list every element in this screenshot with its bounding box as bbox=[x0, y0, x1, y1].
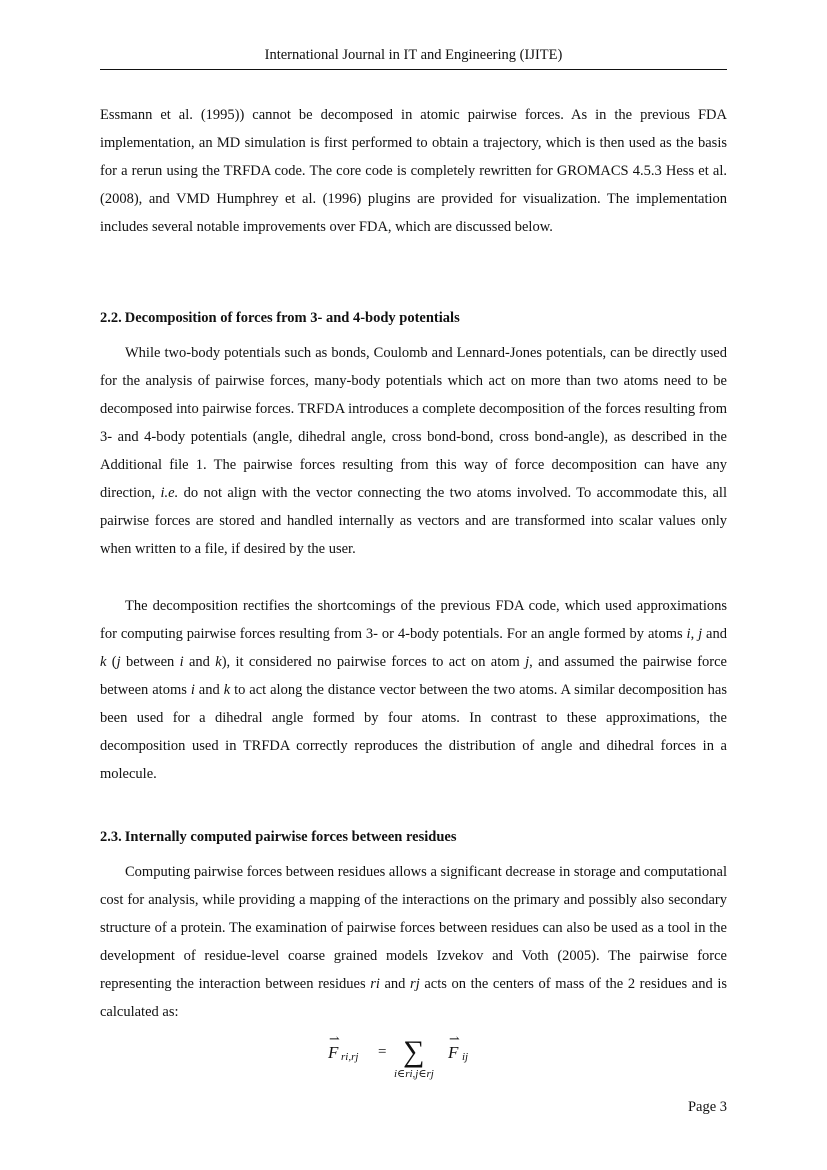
rhs-subscript: ij bbox=[462, 1051, 469, 1063]
italic-var: k bbox=[223, 682, 231, 698]
text-run: ( bbox=[106, 654, 117, 670]
text-run: and bbox=[702, 626, 727, 642]
italic-var: i bbox=[686, 626, 691, 642]
header-rule bbox=[100, 69, 727, 70]
italic-var: j bbox=[116, 654, 121, 670]
italic-var: i bbox=[179, 654, 184, 670]
text-run: and bbox=[183, 654, 216, 670]
section-title: Decomposition of forces from 3- and 4-body potentials bbox=[124, 310, 460, 326]
lhs-subscript: ri,rj bbox=[341, 1051, 359, 1063]
section-heading-2-3 bbox=[100, 829, 456, 846]
journal-header: International Journal in IT and Engineering (IJITE) bbox=[264, 47, 563, 63]
text-run: and bbox=[194, 682, 224, 698]
text-run: to act along the distance vector between the two atoms. A similar decomposition has been used for a dihedral angle formed by four atoms. In contrast to these approximations, the decomposition used in TRFDA correctly reproduces the distribution of angle and dihedral forces in a molecule. bbox=[100, 682, 728, 782]
vector-arrow-lhs: ⇀ bbox=[329, 1031, 340, 1046]
section-number: 2.3. bbox=[100, 829, 122, 845]
summation-range: i∈ri,j∈rj bbox=[394, 1068, 434, 1080]
italic-var: i bbox=[190, 682, 195, 698]
italic-var: ri bbox=[370, 976, 380, 992]
italic-ie: i.e. bbox=[160, 485, 179, 501]
section-2-2-paragraph-2 bbox=[100, 592, 727, 788]
italic-var: rj bbox=[410, 976, 420, 992]
italic-var: k bbox=[215, 654, 222, 670]
text-run: between bbox=[120, 654, 180, 670]
section-number: 2.2. bbox=[100, 310, 122, 326]
text-run: do not align with the vector connecting the two atoms involved. To accommodate this, all pairwise forces are stored and handled internally as vectors and are transformed into scalar values only when written to a file, if desired by the user. bbox=[100, 485, 727, 557]
page-number: Page 3 bbox=[687, 1099, 727, 1115]
italic-var: j bbox=[525, 654, 530, 670]
italic-var: k bbox=[100, 654, 107, 670]
section-2-3-paragraph-1 bbox=[100, 858, 727, 1026]
vector-arrow-rhs: ⇀ bbox=[449, 1031, 460, 1046]
rhs-symbol: F bbox=[448, 1043, 459, 1062]
section-heading-2-2 bbox=[100, 310, 460, 327]
text-run: While two-body potentials such as bonds, Coulomb and Lennard-Jones potentials, can be directly used for the analysis of pairwise forces, many-body potentials which act on more than two atoms need to be decomposed into pairwise forces. TRFDA introduces a complete decomposition of the forces resulting from 3- and 4-body potentials (angle, dihedral angle, cross bond-bond, cross bond-angle), as described in the Additional file 1. The pairwise forces resulting from this way of force decomposition can have any direction, bbox=[100, 345, 727, 501]
text-run: , bbox=[690, 626, 699, 642]
equals-sign: = bbox=[378, 1044, 387, 1060]
intro-paragraph: Essmann et al. (1995)) cannot be decomposed in atomic pairwise forces. As in the previous FDA implementation, an MD simulation is first performed to obtain a trajectory, which is then used as the basis for a rerun using the TRFDA code. The core code is completely rewritten for GROMACS 4.5.3 Hess et al. (2008), and VMD Humphrey et al. (1996) plugins are provided for visualization. The implementation includes several notable improvements over FDA, which are discussed below. bbox=[100, 107, 727, 235]
equation-residue-force bbox=[300, 1030, 560, 1090]
text-run: , and assumed the pairwise force between atoms bbox=[100, 654, 727, 698]
text-run: acts on the centers of mass of the 2 residues and is calculated as: bbox=[100, 976, 728, 1020]
text-run: Computing pairwise forces between residues allows a significant decrease in storage and computational cost for analysis, while providing a mapping of the interactions on the primary and possibly also secondary structure of a protein. The examination of pairwise forces between residues can also be used as a tool in the development of residue-level coarse grained models Izvekov and Voth (2005). The pairwise force representing the interaction between residues bbox=[100, 864, 727, 992]
lhs-symbol: F bbox=[328, 1043, 339, 1062]
section-2-2-paragraph-1 bbox=[100, 339, 727, 563]
text-run: ), it considered no pairwise forces to act on atom bbox=[221, 654, 526, 670]
summation-symbol: ∑ bbox=[403, 1035, 425, 1068]
text-run: The decomposition rectifies the shortcomings of the previous FDA code, which used approximations for computing pairwise forces resulting from 3- or 4-body potentials. For an angle formed by atoms bbox=[100, 598, 727, 642]
italic-var: j bbox=[698, 626, 703, 642]
text-run: and bbox=[379, 976, 411, 992]
section-title: Internally computed pairwise forces between residues bbox=[124, 829, 457, 845]
